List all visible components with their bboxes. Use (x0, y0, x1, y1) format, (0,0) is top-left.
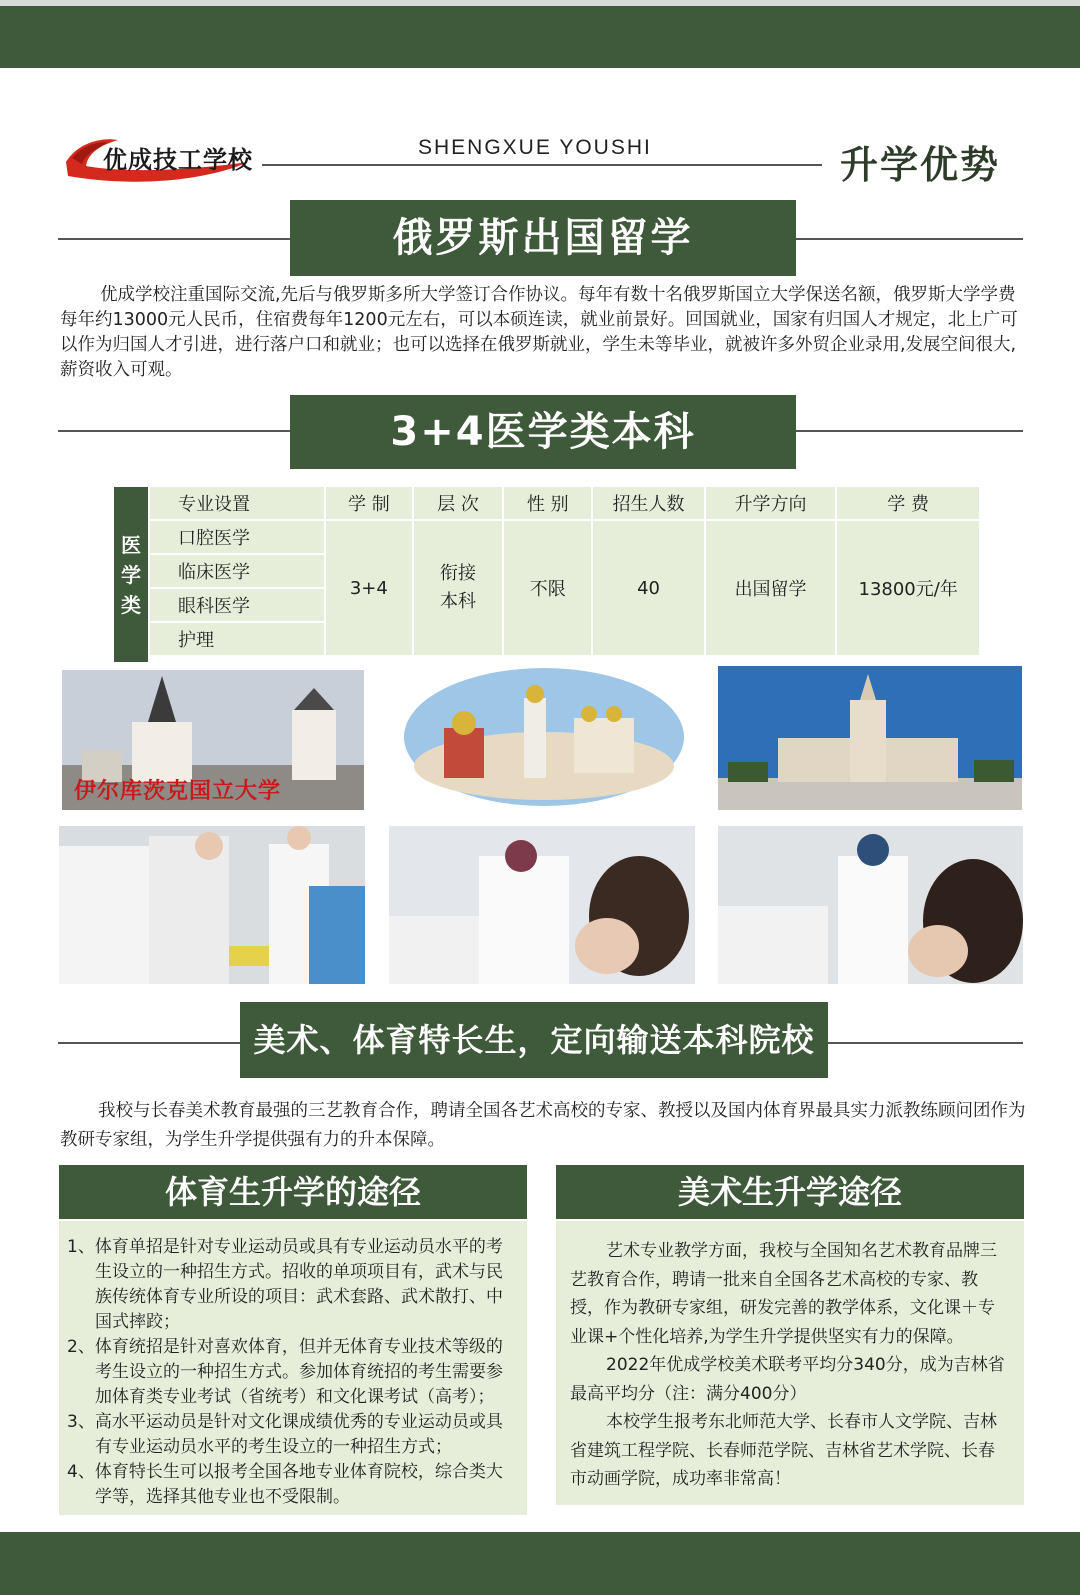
header-divider (262, 164, 822, 166)
page-headline: 升学优势 (840, 143, 1001, 187)
school-logo-text: 优成技工学校 (103, 146, 253, 174)
photo-moscow-kremlin (404, 668, 684, 806)
enrollment-cell: 40 (593, 521, 703, 655)
list-item: 2、体育统招是针对喜欢体育，但并无体育专业技术等级的考生设立的一种招生方式。参加体育统招的考生需要参加体育类专业考试（省统考）和文化课考试（高考）； (67, 1337, 503, 1407)
list-item: 2022年优成学校美术联考平均分340分，成为吉林省最高平均分（注：满分400分） (570, 1355, 1005, 1404)
section-title-medical: 3+4医学类本科 (290, 395, 796, 469)
major-cell: 临床医学 (150, 555, 324, 587)
subtitle: SHENGXUE YOUSHI (418, 136, 652, 159)
bottom-band (0, 1532, 1080, 1595)
list-item: 3、高水平运动员是针对文化课成绩优秀的专业运动员或具有专业运动员水平的考生设立的一种招生方式； (67, 1412, 503, 1457)
section-title-russia: 俄罗斯出国留学 (290, 200, 796, 276)
tuition-cell: 13800元/年 (837, 521, 979, 655)
list-item: 本校学生报考东北师范大学、长春市人文学院、吉林省建筑工程学院、长春师范学院、吉林省艺术学院、长春市动画学院，成功率非常高！ (570, 1412, 997, 1489)
photo-dentist-1 (389, 826, 695, 984)
photo-medical-students (59, 826, 365, 984)
top-photo-strip (0, 0, 1080, 6)
photo-university-church (62, 670, 364, 810)
section-title-arts: 美术、体育特长生，定向输送本科院校 (240, 1002, 828, 1078)
table-header-row (150, 487, 979, 519)
major-cell: 眼科医学 (150, 589, 324, 621)
photo-dentist-2 (718, 826, 1023, 984)
header-level: 层 次 (414, 487, 502, 519)
gender-cell: 不限 (504, 521, 591, 655)
direction-cell: 出国留学 (706, 521, 836, 655)
medical-program-table (148, 485, 981, 657)
duration-cell: 3+4 (326, 521, 412, 655)
art-panel-title: 美术生升学途径 (556, 1165, 1024, 1219)
medical-category-label: 医 学 类 (114, 487, 148, 662)
header-duration: 学 制 (326, 487, 412, 519)
arts-paragraph: 我校与长春美术教育最强的三艺教育合作，聘请全国各艺术高校的专家、教授以及国内体育界最具实力派教练顾问团作为教研专家组，为学生升学提供强有力的升本保障。 (60, 1101, 1026, 1150)
header-major: 专业设置 (150, 487, 324, 519)
header-direction: 升学方向 (706, 487, 836, 519)
list-item: 艺术专业教学方面，我校与全国知名艺术教育品牌三艺教育合作，聘请一批来自全国各艺术高校的专家、教授，作为教研专家组，研发完善的教学体系，文化课＋专业课+个性化培养,为学生升学提供坚实有力的保障。 (570, 1241, 997, 1347)
art-panel (556, 1221, 1024, 1505)
sports-panel-title: 体育生升学的途径 (59, 1165, 527, 1219)
level-cell: 衔接本科 (414, 521, 502, 655)
major-cell: 口腔医学 (150, 521, 324, 553)
russia-paragraph: 优成学校注重国际交流,先后与俄罗斯多所大学签订合作协议。每年有数十名俄罗斯国立大学保送名额，俄罗斯大学学费每年约13000元人民币，住宿费每年1200元左右，可以本硕连读，就业前景好。回国就业，国家有归国人才规定，北上广可以作为归国人才引进，进行落户口和就业；也可以选择在俄罗斯就业，学生未等毕业，就被许多外贸企业录用,发展空间很大,薪资收入可观。 (60, 285, 1018, 380)
top-band (0, 0, 1080, 68)
photo-moscow-state-university (718, 666, 1022, 810)
photo-caption: 伊尔库茨克国立大学 (74, 779, 282, 804)
list-item: 1、体育单招是针对专业运动员或具有专业运动员水平的考生设立的一种招生方式。招收的单项项目有，武术与民族传统体育专业所设的项目：武术套路、武术散打、中国式摔跤； (67, 1237, 503, 1332)
major-cell: 护理 (150, 623, 324, 655)
sports-panel (59, 1221, 527, 1515)
table-row (150, 521, 979, 553)
list-item: 4、体育特长生可以报考全国各地专业体育院校，综合类大学等，选择其他专业也不受限制。 (67, 1462, 503, 1507)
header-enrollment: 招生人数 (593, 487, 703, 519)
header-gender: 性 别 (504, 487, 591, 519)
header-tuition: 学 费 (837, 487, 979, 519)
